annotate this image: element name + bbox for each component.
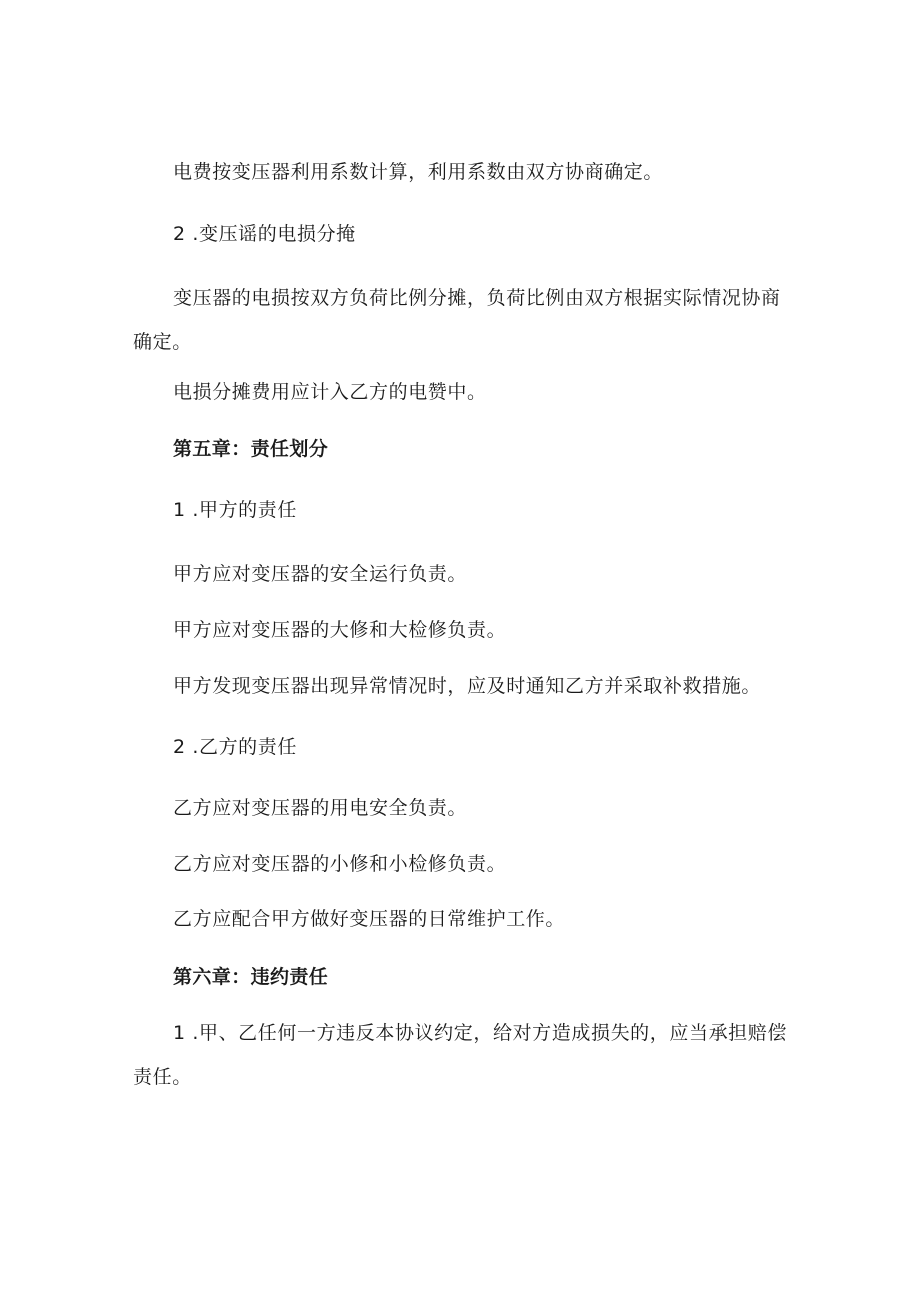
paragraph-party-a-safety: 甲方应对变压器的安全运行负责。 (173, 563, 468, 585)
section-item-party-b: 2 .乙方的责任 (173, 736, 297, 758)
paragraph-party-b-safety: 乙方应对变压器的用电安全负责。 (173, 797, 468, 819)
paragraph-loss-allocation: 变压器的电损按双方负荷比例分摊，负荷比例由双方根据实际情况协商确定。 (133, 287, 781, 353)
paragraph-breach-liability: 1 .甲、乙任何一方违反本协议约定，给对方造成损失的，应当承担赔偿责任。 (133, 1022, 787, 1088)
paragraph-party-b-maintenance: 乙方应配合甲方做好变压器的日常维护工作。 (173, 908, 566, 930)
paragraph-loss-fee: 电损分摊费用应计入乙方的电赞中。 (173, 381, 487, 403)
paragraph-party-a-overhaul: 甲方应对变压器的大修和大检修负责。 (173, 619, 507, 641)
paragraph-party-b-repair: 乙方应对变压器的小修和小检修负责。 (173, 853, 507, 875)
paragraph-party-a-abnormal: 甲方发现变压器出现异常情况时，应及时通知乙方并采取补救措施。 (173, 675, 762, 697)
paragraph-electricity-fee: 电费按变压器利用系数计算，利用系数由双方协商确定。 (173, 161, 664, 183)
section-item-loss-sharing: 2 .变压谣的电损分掩 (173, 223, 356, 245)
section-item-party-a: 1 .甲方的责任 (173, 499, 297, 521)
chapter-heading-5: 第五章：责任划分 (173, 438, 329, 460)
chapter-heading-6: 第六章：违约责任 (173, 966, 329, 988)
